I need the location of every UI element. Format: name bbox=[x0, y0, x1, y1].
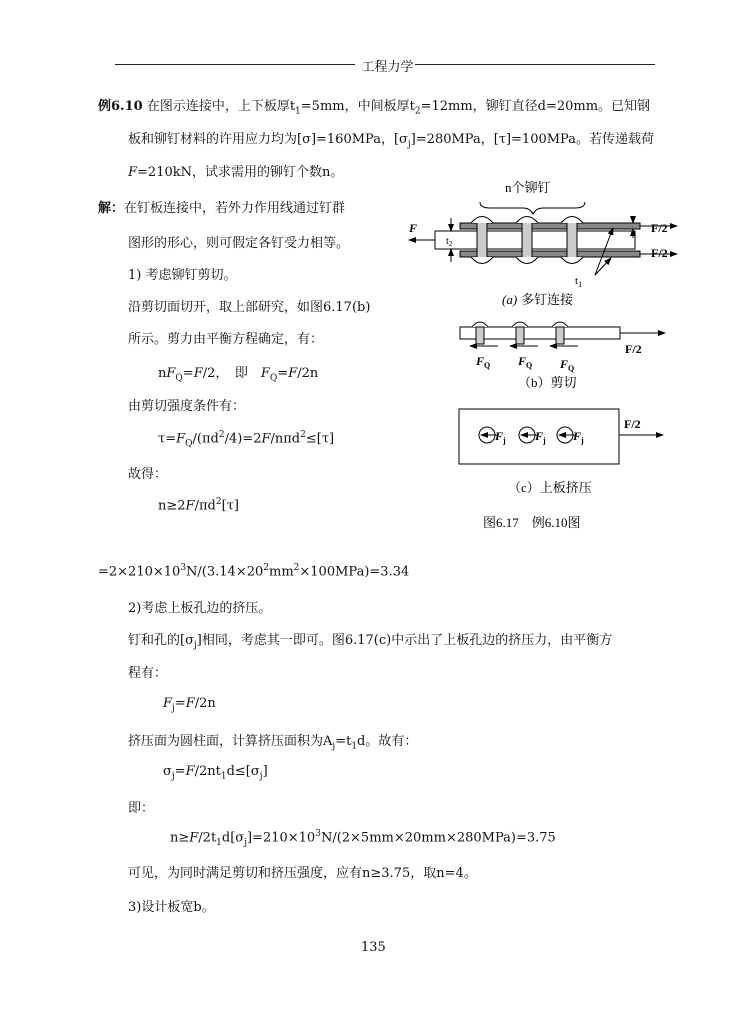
force-F2-top-label: F/2 bbox=[651, 221, 668, 235]
figure-c-bearing bbox=[455, 405, 700, 535]
rivet-head bbox=[471, 217, 493, 224]
rivet bbox=[477, 220, 487, 260]
header-rule-left bbox=[115, 64, 355, 65]
equation-3: $n\ge 2F/\pi d^2[\tau]$ bbox=[158, 497, 239, 514]
solution-line-7: 故得： bbox=[128, 467, 168, 482]
rivet-head bbox=[561, 257, 583, 264]
rivet-count-label: n个铆钉 bbox=[505, 180, 551, 195]
shear-force-label: $F_Q$ bbox=[476, 354, 491, 370]
example-line-2: 板和铆钉材料的许用应力均为[σ]=160MPa，$[\sigma_j]=280MPa$，[τ]=100MPa。若传递载荷 bbox=[128, 132, 654, 150]
rivet bbox=[522, 220, 532, 260]
bearing-force-label: $F_j$ bbox=[495, 429, 506, 445]
solution-line-4: 沿剪切面切开，取上部研究，如图6.17(b) bbox=[128, 300, 371, 315]
rivet-head bbox=[472, 322, 488, 327]
t1-label: $t_1$ bbox=[575, 275, 583, 289]
equation-7: $n\ge F/2t_1d[\sigma_j]=210\times 10^3N/(2\times 5mm\times 20mm\times 280MPa)=3.75$ bbox=[170, 829, 556, 848]
example-line-1: 例6.10 在图示连接中，上下板厚$t_1=5mm$，中间板厚$t_2=12mm$，铆钉直径d=20mm。已知钢 bbox=[98, 99, 651, 117]
force-F2-label: F/2 bbox=[625, 342, 642, 356]
rivet-head bbox=[552, 322, 568, 327]
figure-b-caption: （b）剪切 bbox=[518, 375, 577, 390]
step-3-heading: 3)设计板宽b。 bbox=[128, 900, 215, 915]
solution-line-11: 挤压面为圆柱面，计算挤压面积为$A_j=t_1d$。故有： bbox=[128, 734, 418, 752]
t2-label: $t_2$ bbox=[446, 236, 453, 248]
bearing-force-label: $F_j$ bbox=[535, 429, 546, 445]
example-line-3: F=210kN，试求需用的铆钉个数n。 bbox=[128, 165, 344, 180]
rivet-head bbox=[516, 217, 538, 224]
page-number: 135 bbox=[361, 940, 386, 955]
solution-line-6: 由剪切强度条件有： bbox=[128, 399, 246, 414]
figure-b-shear bbox=[440, 315, 700, 395]
solution-line-9: 钉和孔的$[\sigma_j]$相同，考虑其一即可。图6.17(c)中示出了上板孔边的挤压力，由平衡方 bbox=[128, 633, 613, 651]
rivet-shank bbox=[516, 327, 524, 344]
example-label: 例6.10 bbox=[98, 99, 143, 114]
shear-force-label: $F_Q$ bbox=[560, 357, 575, 373]
rivet bbox=[567, 220, 577, 260]
header-title: 工程力学 bbox=[361, 60, 414, 75]
figure-c-caption: （c）上板挤压 bbox=[508, 480, 592, 495]
rivet-shank bbox=[476, 327, 484, 344]
header-rule-right bbox=[415, 64, 655, 65]
solution-line-10: 程有： bbox=[128, 666, 168, 681]
figure-a-multi-rivet bbox=[405, 180, 705, 310]
rivet-head bbox=[516, 257, 538, 264]
figure-a-caption: (a) 多钉连接 bbox=[502, 292, 574, 307]
rivet-head bbox=[561, 217, 583, 224]
page-header bbox=[115, 56, 655, 75]
force-F2-bottom-label: F/2 bbox=[651, 246, 668, 260]
shear-force-label: $F_Q$ bbox=[518, 354, 533, 370]
t1-leader bbox=[595, 258, 611, 275]
bearing-force-label: $F_j$ bbox=[573, 429, 584, 445]
step-1-heading: 1) 考虑铆钉剪切。 bbox=[128, 268, 237, 283]
equation-6: $\sigma_j=F/2nt_1d\le[\sigma_j]$ bbox=[163, 764, 268, 782]
solution-line-12: 即： bbox=[128, 801, 155, 816]
rivet-shank bbox=[556, 327, 564, 344]
solution-line-13: 可见，为同时满足剪切和挤压强度，应有n≥3.75，取n=4。 bbox=[128, 866, 477, 881]
solution-line-2: 图形的形心，则可假定各钉受力相等。 bbox=[128, 236, 350, 251]
solution-line-1: 解：在钉板连接中，若外力作用线通过钉群 bbox=[98, 201, 346, 216]
solution-line-5: 所示。剪力由平衡方程确定，有： bbox=[128, 332, 324, 347]
step-2-heading: 2)考虑上板孔边的挤压。 bbox=[128, 601, 272, 616]
rivet-group-brace bbox=[480, 202, 585, 214]
rivet-head bbox=[512, 322, 528, 327]
equation-2: $\tau=F_Q/(\pi d^2/4)=2F/n\pi d^2\le[\tau]$ bbox=[158, 430, 335, 449]
middle-plate bbox=[435, 231, 635, 249]
equation-1: $nF_Q=F/2$， 即 $F_Q=F/2n$ bbox=[158, 366, 319, 384]
figure-caption: 图6.17 例6.10图 bbox=[483, 515, 581, 530]
rivet-head bbox=[471, 257, 493, 264]
force-F2-label: F/2 bbox=[624, 417, 641, 431]
force-F-label: F bbox=[409, 221, 418, 235]
equation-5: $F_j=F/2n$ bbox=[163, 696, 216, 714]
equation-4: $=2\times 210\times 10^3N/(3.14\times 20^2mm^2\times 100MPa)=3.34$ bbox=[98, 563, 410, 580]
solution-label: 解： bbox=[98, 201, 125, 216]
